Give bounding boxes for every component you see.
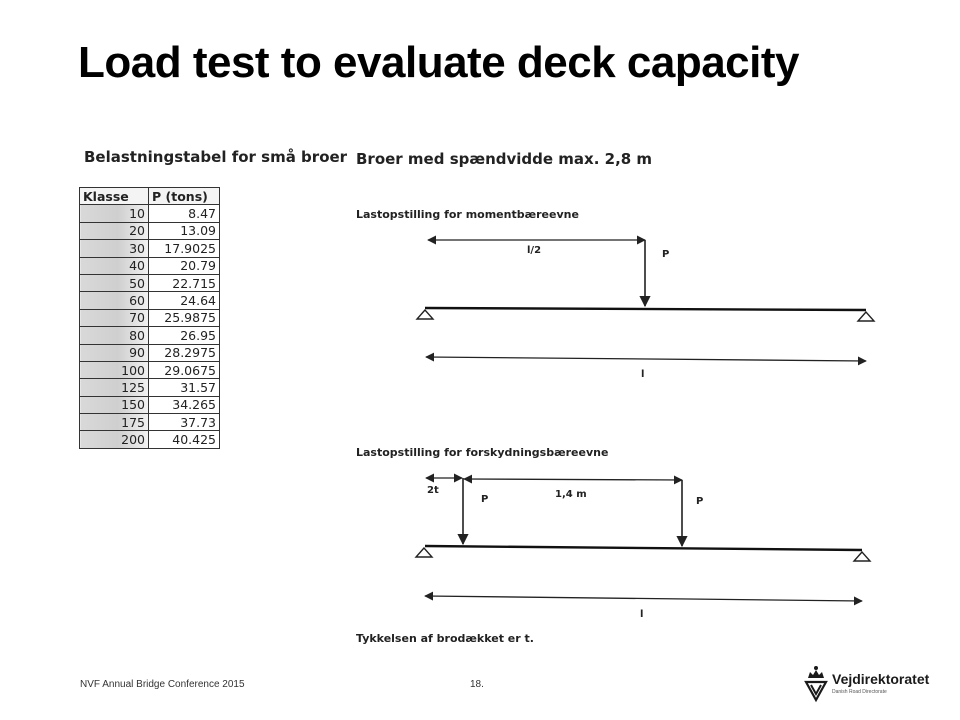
span-label: l (640, 609, 644, 620)
offset-label: 2t (427, 485, 439, 496)
left-support (416, 548, 432, 557)
klasse-cell: 30 (80, 240, 149, 257)
p-tons-cell: 37.73 (149, 414, 220, 431)
span-dimension-line (426, 357, 866, 361)
p-tons-cell: 34.265 (149, 396, 220, 413)
shear-diagram (416, 478, 870, 620)
logo-subtitle: Danish Road Directorate (832, 689, 887, 695)
column-header-klasse: Klasse (80, 188, 149, 205)
p-tons-cell: 22.715 (149, 274, 220, 291)
right-support (858, 312, 874, 321)
klasse-cell: 10 (80, 205, 149, 222)
slide-title: Load test to evaluate deck capacity (78, 38, 800, 87)
first-load-label: P (481, 494, 489, 505)
vejdirektoratet-logo (803, 664, 943, 704)
span-dimension-line (425, 596, 862, 601)
p-tons-cell: 17.9025 (149, 240, 220, 257)
span-label: l (641, 369, 645, 380)
half-span-label: l/2 (527, 245, 542, 256)
klasse-cell: 200 (80, 431, 149, 448)
moment-diagram (417, 240, 874, 380)
p-tons-cell: 26.95 (149, 327, 220, 344)
klasse-cell: 90 (80, 344, 149, 361)
diagram-heading: Broer med spændvidde max. 2,8 m (356, 150, 653, 168)
klasse-cell: 40 (80, 257, 149, 274)
p-tons-cell: 29.0675 (149, 361, 220, 378)
table-heading: Belastningstabel for små broer (84, 148, 348, 166)
thickness-note: Tykkelsen af brodækket er t. (356, 632, 534, 645)
klasse-cell: 50 (80, 274, 149, 291)
klasse-cell: 100 (80, 361, 149, 378)
p-tons-cell: 25.9875 (149, 309, 220, 326)
column-header-p-tons: P (tons) (149, 188, 220, 205)
moment-layout-label: Lastopstilling for momentbæreevne (356, 208, 579, 221)
p-tons-cell: 20.79 (149, 257, 220, 274)
beam (425, 308, 866, 310)
klasse-cell: 60 (80, 292, 149, 309)
klasse-cell: 125 (80, 379, 149, 396)
load-spacing-label: 1,4 m (555, 489, 587, 500)
p-tons-cell: 40.425 (149, 431, 220, 448)
p-tons-cell: 24.64 (149, 292, 220, 309)
load-label: P (662, 249, 670, 260)
crown-shield-icon (803, 664, 831, 704)
load-spacing-dimension-line (464, 479, 682, 480)
klasse-cell: 150 (80, 396, 149, 413)
klasse-cell: 70 (80, 309, 149, 326)
klasse-cell: 175 (80, 414, 149, 431)
p-tons-cell: 31.57 (149, 379, 220, 396)
second-load-label: P (696, 496, 704, 507)
conference-footer: NVF Annual Bridge Conference 2015 (80, 679, 245, 690)
logo-name: Vejdirektoratet (832, 671, 930, 687)
klasse-cell: 80 (80, 327, 149, 344)
p-tons-cell: 13.09 (149, 222, 220, 239)
beam (425, 546, 862, 550)
p-tons-cell: 28.2975 (149, 344, 220, 361)
right-support (854, 552, 870, 561)
page-number: 18. (470, 679, 484, 690)
klasse-cell: 20 (80, 222, 149, 239)
shear-layout-label: Lastopstilling for forskydningsbæreevne (356, 446, 609, 459)
left-support (417, 310, 433, 319)
p-tons-cell: 8.47 (149, 205, 220, 222)
